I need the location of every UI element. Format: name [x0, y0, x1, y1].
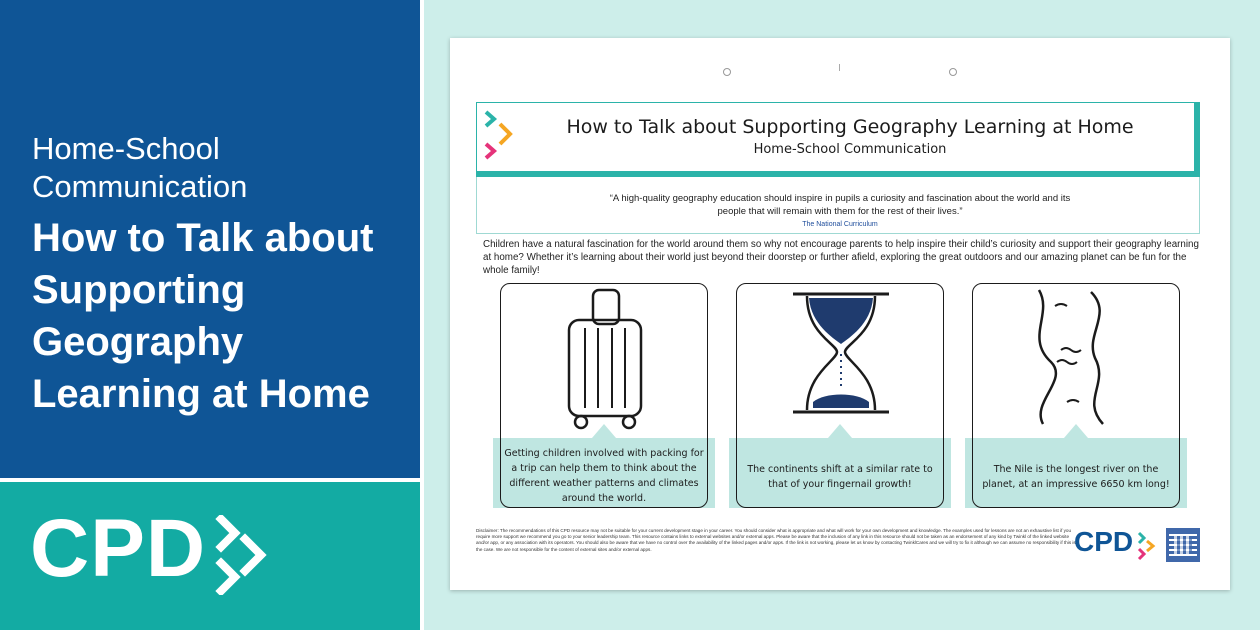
fact-text: Getting children involved with packing for a trip can help them to think about the different weather patterns and climates around the world. — [504, 448, 704, 504]
quote-source: The National Curriculum — [802, 221, 878, 228]
chevron-arrows-icon — [215, 515, 271, 595]
hourglass-icon — [737, 284, 945, 434]
cpd-logo-text: CPD — [30, 503, 207, 594]
qr-code-icon — [1166, 528, 1200, 562]
fact-text: The Nile is the longest river on the planet, at an impressive 6650 km long! — [982, 464, 1170, 490]
disclaimer-text: Disclaimer: The recommendations of this CPD resource may not be suitable for your current development stage in your career. You should consider what is appropriate and what will work for your own development and knowledge. The examples used for lessons are not an exhaustive list if you require more support we recommend you go to your senior leadership team. This resource contains links to external websites and/or external apps. Please be aware that the inclusion of any link in this resource should not be taken as an endorsement of any kind by Twinkl of the linked website and/or app, or any association with its operators. You should also be aware that we have no control over the availability of the linked pages and/or apps. If the link is not working, please let us know by contacting TwinklCares and we will try to fix it although we can assume no responsibility if this is the case. We are not responsible for the content of external sites and/or external apps. — [476, 528, 1076, 552]
document-title: How to Talk about Supporting Geography Learning at Home — [566, 116, 1134, 138]
river-icon — [973, 284, 1181, 434]
quote-text: “A high-quality geography education should inspire in pupils a curiosity and fascination about the world and its people that will remain with them for the rest of their lives.” — [609, 193, 1071, 217]
bubble-pointer — [592, 424, 616, 438]
header-box — [476, 102, 1200, 177]
document-subtitle: Home-School Communication — [753, 142, 947, 157]
chevron-arrows-icon — [482, 108, 522, 164]
divider — [420, 0, 424, 630]
bubble-pointer — [828, 424, 852, 438]
fact-text: The continents shift at a similar rate to that of your fingernail growth! — [747, 464, 933, 490]
chevron-arrows-icon — [1137, 531, 1159, 561]
cpd-logo-text: CPD — [1074, 526, 1134, 557]
banner-subtitle: Home-School Communication — [32, 131, 248, 204]
banner-title: How to Talk about Supporting Geography Learning at Home — [32, 216, 374, 416]
bubble-pointer — [1064, 424, 1088, 438]
intro-paragraph: Children have a natural fascination for the world around them so why not encourage parents to help inspire their child’s curiosity and support their geography learning at home? Whether it’s learning about their world just beyond their doorstep or further afield, exploring the great outdoors and our amazing planet can be fun for the whole family! — [483, 239, 1199, 276]
suitcase-icon — [501, 284, 709, 434]
